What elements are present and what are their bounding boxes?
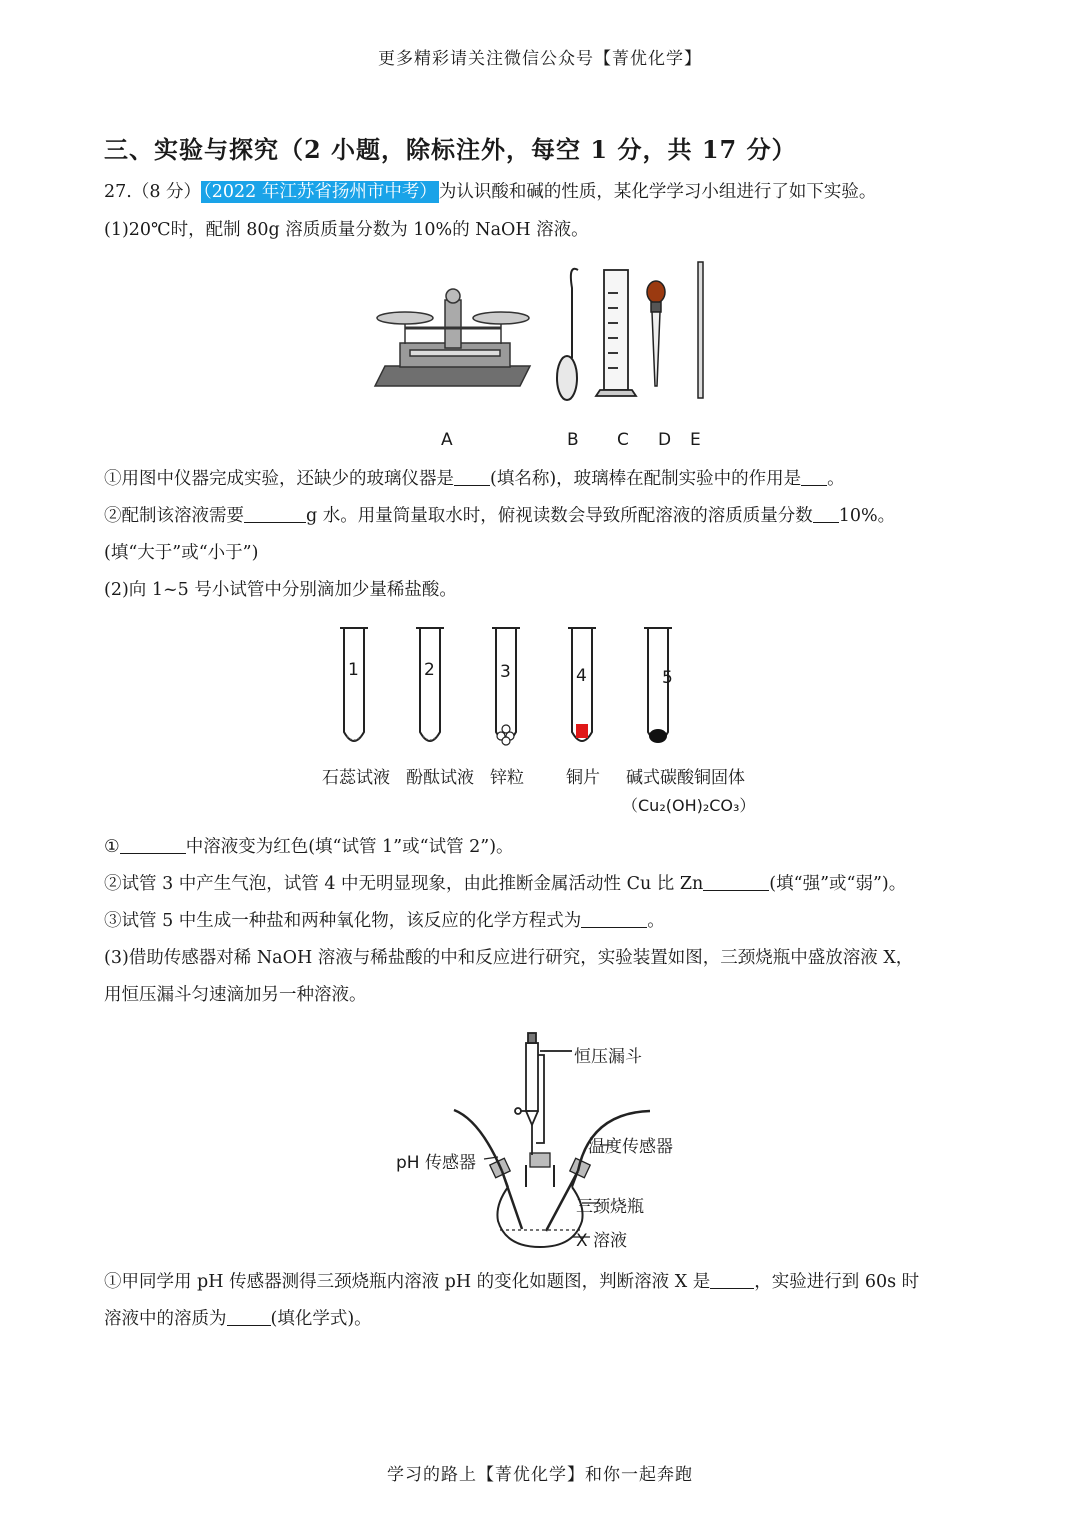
spoon-icon xyxy=(557,269,578,400)
question-2-1: ① 中溶液变为红色(填“试管 1”或“试管 2”)。 xyxy=(104,837,514,857)
answer-blank[interactable] xyxy=(581,909,647,928)
question-2-2: ②试管 3 中产生气泡，试管 4 中无明显现象，由此推断金属活动性 Cu 比 Zn (填“强”或“弱”)。 xyxy=(104,874,907,894)
instruments-figure xyxy=(370,258,730,458)
three-neck-flask-icon xyxy=(497,1165,582,1247)
section-title: 三、实验与探究（2 小题，除标注外，每空 1 分，共 17 分） xyxy=(104,135,797,164)
label-d: D xyxy=(658,430,672,450)
test-tube-3 xyxy=(496,628,516,741)
question-3-1: ①甲同学用 pH 传感器测得三颈烧瓶内溶液 pH 的变化如题图，判断溶液 X 是 ，实验进行到 60s 时 xyxy=(104,1272,920,1292)
page-header: 更多精彩请关注微信公众号【菁优化学】 xyxy=(378,49,702,69)
answer-blank[interactable] xyxy=(703,872,769,891)
part-1-text: (1)20℃时，配制 80g 溶质质量分数为 10%的 NaOH 溶液。 xyxy=(104,220,589,240)
tube-number-3: 3 xyxy=(500,662,511,682)
balance-icon xyxy=(375,289,530,386)
label-temperature-sensor: 温度传感器 xyxy=(588,1137,673,1157)
question-number: 27.（8 分） xyxy=(104,182,202,202)
label-e: E xyxy=(690,430,701,450)
label-ph-sensor: pH 传感器 xyxy=(396,1153,476,1173)
label-b: B xyxy=(567,430,579,450)
question-27-intro xyxy=(104,180,876,204)
answer-blank[interactable] xyxy=(710,1270,754,1289)
label-flask: 三颈烧瓶 xyxy=(576,1197,644,1217)
measuring-cylinder-icon xyxy=(596,270,636,396)
question-1-2: ②配制该溶液需要 g 水。用量筒量取水时，俯视读数会导致所配溶液的溶质质量分数 10%。 xyxy=(104,506,896,526)
tube-label-phenolphthalein: 酚酞试液 xyxy=(406,768,474,788)
label-a: A xyxy=(441,430,453,450)
tube-label-litmus: 石蕊试液 xyxy=(322,768,390,788)
tube-number-5: 5 xyxy=(662,668,673,688)
test-tube-1 xyxy=(344,628,364,741)
question-1-1: ①用图中仪器完成实验，还缺少的玻璃仪器是 (填名称)，玻璃棒在配制实验中的作用是 。 xyxy=(104,469,845,489)
tube-number-1: 1 xyxy=(348,660,359,680)
tube-number-4: 4 xyxy=(576,666,587,686)
tube-5-formula: （Cu₂(OH)₂CO₃） xyxy=(622,796,756,815)
source-tag: （2022 年江苏省扬州市中考） xyxy=(203,182,437,202)
test-tubes-figure xyxy=(330,622,690,752)
tube-label-zinc: 锌粒 xyxy=(490,768,524,788)
tube-label-carbonate: 碱式碳酸铜固体 xyxy=(626,768,745,788)
answer-blank[interactable] xyxy=(227,1307,271,1326)
tube-label-copper: 铜片 xyxy=(566,768,600,788)
copper-piece xyxy=(576,724,588,738)
dropper-icon xyxy=(647,281,665,386)
part-3-text-line-1: (3)借助传感器对稀 NaOH 溶液与稀盐酸的中和反应进行研究，实验装置如图，三颈烧瓶中盛放溶液 X， xyxy=(104,948,914,968)
answer-blank[interactable] xyxy=(244,504,306,523)
answer-blank[interactable] xyxy=(813,504,839,523)
answer-blank[interactable] xyxy=(454,467,490,486)
question-2-3: ③试管 5 中生成一种盐和两种氧化物，该反应的化学方程式为 。 xyxy=(104,911,665,931)
label-x-solution: X 溶液 xyxy=(576,1231,628,1251)
page-footer: 学习的路上【菁优化学】和你一起奔跑 xyxy=(387,1465,693,1485)
tube-number-2: 2 xyxy=(424,660,435,680)
label-funnel: 恒压漏斗 xyxy=(574,1047,642,1067)
test-tube-2 xyxy=(420,628,440,741)
basic-copper-carbonate xyxy=(649,729,667,743)
glass-rod-icon xyxy=(698,262,703,398)
part-3-text-line-2: 用恒压漏斗匀速滴加另一种溶液。 xyxy=(104,985,367,1005)
label-c: C xyxy=(617,430,629,450)
zinc-granules xyxy=(497,725,514,745)
intro-text: 为认识酸和碱的性质，某化学学习小组进行了如下实验。 xyxy=(438,182,877,202)
part-2-text: (2)向 1~5 号小试管中分别滴加少量稀盐酸。 xyxy=(104,580,457,600)
question-1-2-note: (填“大于”或“小于”) xyxy=(104,543,259,563)
answer-blank[interactable] xyxy=(801,467,827,486)
answer-blank[interactable] xyxy=(120,835,186,854)
question-3-1-cont: 溶液中的溶质为 (填化学式)。 xyxy=(104,1309,372,1329)
